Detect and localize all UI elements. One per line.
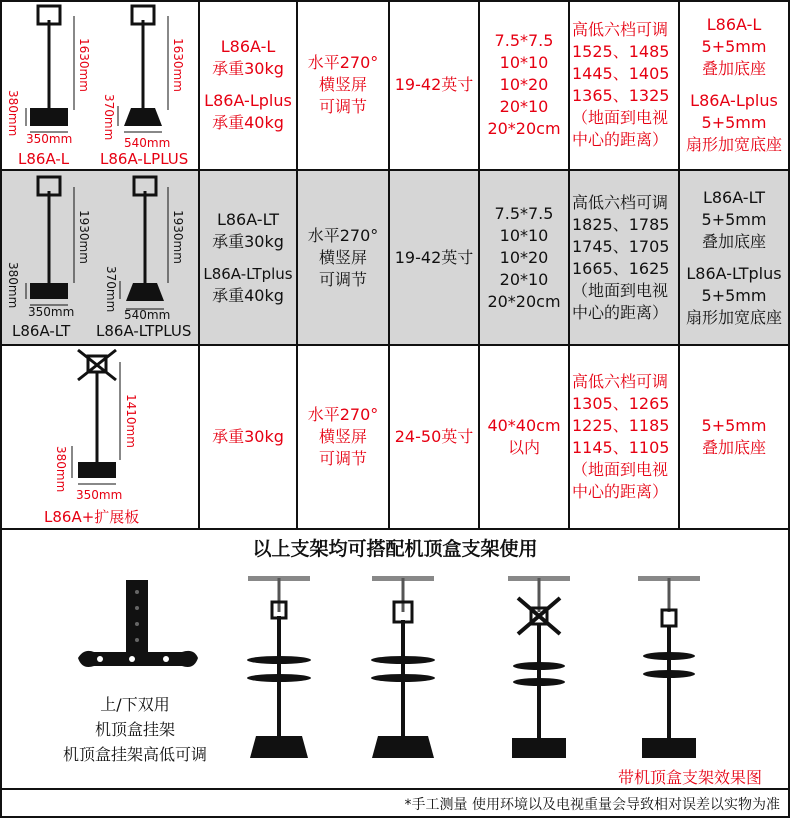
bracket-caption [40,692,230,767]
base-line: 5+5mm [701,285,767,305]
vesa-line: 20*10 [499,269,549,289]
rotation-line: 可调节 [318,449,367,468]
dimension-base-height: 380mm [6,90,20,137]
height-line: 1365、1325 [572,85,670,105]
vesa-line: 10*10 [499,52,549,72]
height-line: 中心的距离） [572,482,669,501]
dimension-height: 1630mm [171,38,185,92]
dimension-base-height: 380mm [54,446,68,493]
load-line: L86A-Lplus [204,90,292,110]
rotation-line: 横竖屏 [318,247,367,267]
screen-size-cell [390,0,478,169]
effect-caption: 带机顶盒支架效果图 [617,768,762,787]
base-line: 扇形加宽底座 [685,134,782,154]
load-cell [200,171,296,344]
section-heading: 以上支架均可搭配机顶盒支架使用 [252,538,538,560]
base-line: 5+5mm [701,36,767,56]
rotation-cell [298,0,388,169]
model-name: L86A-LT [12,322,71,340]
base-cell [680,346,788,528]
dimension-base-width: 350mm [26,132,73,146]
rotation-line: 横竖屏 [318,74,367,94]
rotation-cell [298,171,388,344]
vesa-line: 10*20 [499,247,549,267]
footer-note: *手工测量 使用环境以及电视重量会导致相对误差以实物为准 [404,797,780,813]
vesa-line: 10*10 [499,225,549,245]
row-divider [0,528,790,530]
load-line: L86A-L [220,36,276,56]
dimension-base-width: 350mm [76,488,123,502]
stand-with-bracket-2 [364,572,444,760]
base-line: L86A-L [706,14,762,34]
height-line: 中心的距离） [572,129,669,149]
height-cell [572,173,678,342]
load-cell [200,0,296,169]
bracket-caption-line: 机顶盒挂架高低可调 [62,745,207,764]
height-line: 高低六档可调 [572,192,669,212]
dimension-height: 1630mm [77,38,91,92]
base-line: L86A-Lplus [690,90,778,110]
dimension-height: 1930mm [77,210,91,264]
vesa-line: 7.5*7.5 [494,30,554,50]
rotation-line: 水平270° [307,225,379,245]
vesa-cell [480,171,568,344]
load-line: 承重40kg [212,285,284,305]
settop-bracket-drawing [70,574,200,680]
load-cell [200,346,296,528]
screen-size: 19-42英寸 [394,74,474,94]
stand-with-bracket-1 [240,572,320,760]
height-line: 1525、1485 [572,41,670,61]
screen-size-cell [390,346,478,528]
vesa-line: 20*10 [499,96,549,116]
stand-with-bracket-4 [630,572,710,760]
rotation-line: 横竖屏 [318,427,367,446]
height-line: 高低六档可调 [572,372,669,391]
dimension-base-width: 540mm [124,136,171,150]
bracket-caption-line: 机顶盒挂架 [94,720,175,739]
stand-with-bracket-3 [500,572,580,760]
screen-size: 19-42英寸 [394,247,474,267]
height-line: （地面到电视 [572,460,669,479]
height-line: 1445、1405 [572,63,670,83]
base-line: 5+5mm [701,209,767,229]
model-name: L86A+扩展板 [44,508,140,526]
vesa-line: 以内 [507,438,540,457]
load-line: 承重30kg [212,58,284,78]
bracket-caption-line: 上/下双用 [100,695,170,714]
height-line: （地面到电视 [572,280,669,300]
base-line: 5+5mm [701,416,767,435]
height-line: 1225、1185 [572,416,670,435]
base-line: L86A-LTplus [686,263,782,283]
dimension-base-height: 370mm [102,94,116,141]
height-line: 1145、1105 [572,438,670,457]
dimension-base-height: 370mm [104,266,118,313]
model-name: L86A-LTPLUS [96,322,192,340]
rotation-line: 可调节 [318,96,367,116]
base-line: 叠加底座 [701,231,766,251]
base-line: 5+5mm [701,112,767,132]
column-divider [568,0,570,530]
load-line: 承重40kg [212,112,284,132]
vesa-line: 40*40cm [487,416,561,435]
height-cell [572,2,678,167]
vesa-cell [480,346,568,528]
screen-size-cell [390,171,478,344]
height-line: 1825、1785 [572,214,670,234]
height-line: 1745、1705 [572,236,670,256]
model-name: L86A-LPLUS [100,150,189,168]
vesa-line: 20*20cm [487,118,561,138]
height-line: （地面到电视 [572,107,669,127]
vesa-line: 20*20cm [487,291,561,311]
rotation-line: 水平270° [307,52,379,72]
rotation-line: 可调节 [318,269,367,289]
vesa-line: 10*20 [499,74,549,94]
screen-size: 24-50英寸 [394,427,474,446]
height-line: 中心的距离） [572,302,669,322]
rotation-line: 水平270° [307,405,379,424]
rotation-cell [298,346,388,528]
height-line: 1665、1625 [572,258,670,278]
base-cell [680,171,788,344]
dimension-height: 1410mm [124,394,138,448]
load-line: 承重30kg [212,427,284,446]
vesa-line: 7.5*7.5 [494,203,554,223]
height-cell [572,348,678,526]
dimension-height: 1930mm [171,210,185,264]
load-line: 承重30kg [212,231,284,251]
base-line: L86A-LT [702,187,766,207]
base-line: 叠加底座 [701,438,766,457]
model-name: L86A-L [18,150,70,168]
height-line: 高低六档可调 [572,19,669,39]
load-line: L86A-LTplus [203,264,293,283]
load-line: L86A-LT [216,209,280,229]
height-line: 1305、1265 [572,394,670,413]
dimension-base-width: 350mm [28,305,75,319]
base-cell [680,0,788,169]
dimension-base-height: 380mm [6,262,20,309]
base-line: 叠加底座 [701,58,766,78]
dimension-base-width: 540mm [124,308,171,322]
base-line: 扇形加宽底座 [685,307,782,327]
vesa-cell [480,0,568,169]
